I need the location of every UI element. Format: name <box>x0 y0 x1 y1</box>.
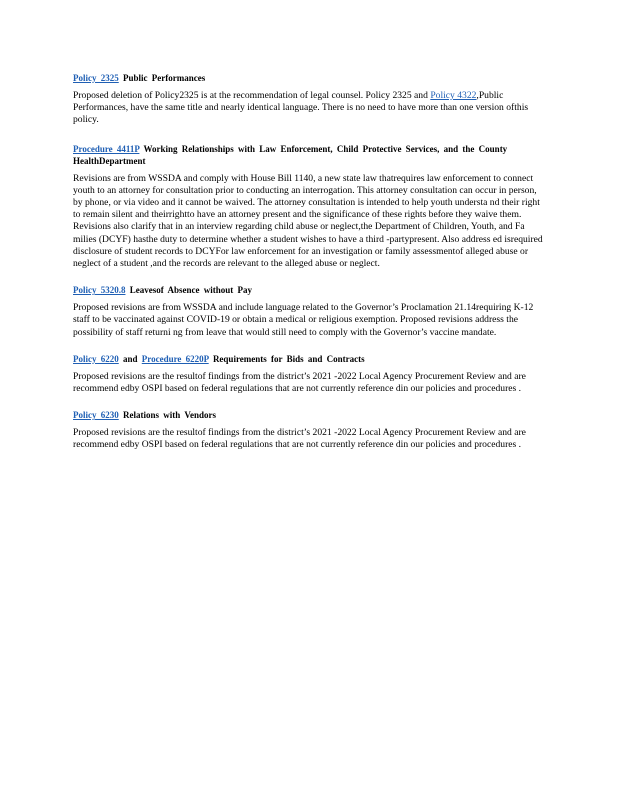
body-text-part: Proposed deletion of Policy2325 is at the recommendation of legal counsel. Policy 2325 and <box>73 90 431 101</box>
section-title: Working Relationships with Law Enforcement, Child Protective Services, and the County HealthDepartment <box>73 143 508 166</box>
section-body: Proposed revisions are from WSSDA and include language related to the Governor’s Proclamation 21.14requiring K-12 staff to be vaccinated against COVID-19 or obtain a medical or religious exemption. Proposed revisions address the possibility of staff returni ng from leave that would still need to comply with the Governor’s vaccine mandate. <box>73 302 534 338</box>
section-body <box>73 90 543 127</box>
section-title: Leavesof Absence without Pay <box>129 285 252 296</box>
section-heading <box>73 143 543 167</box>
document-page <box>73 72 543 452</box>
section-body: Proposed revisions are the resultof findings from the district’s 2021 -2022 Local Agency Procurement Review and are recommend edby OSPI based on federal regulations that are not currently reference din our policies and procedures . <box>73 427 526 451</box>
policy-6230-link[interactable]: Policy 6230 <box>73 410 119 421</box>
policy-6220-section <box>73 353 543 395</box>
policy-4322-link[interactable]: Policy 4322 <box>430 90 477 101</box>
heading-joiner: and <box>123 353 138 364</box>
section-title: Public Performances <box>123 73 206 83</box>
section-body: Revisions are from WSSDA and comply with House Bill 1140, a new state law thatrequires law enforcement to connect youth to an attorney for consultation prior to conducting an interrogation. This attorney consultation can occur in person, by phone, or via video and it cannot be waived. The attorney consultation is intended to help youth understa nd their right to remain silent and theirrightto have an attorney present and the significance of these rights before they waive them. Revisions also clarify that in an interview regarding child abuse or neglect,the Department of Children, Youth, and Fa milies (DCYF) hasthe duty to determine whether a student wishes to have a third -partypresent. Also address ed isrequired disclosure of student records to DCYFor law enforcement for an investigation or family assessmentof alleged abuse or neglect of a student ,and the records are relevant to the alleged abuse or neglect. <box>73 172 543 270</box>
policy-2325-link[interactable]: Policy 2325 <box>73 73 119 83</box>
section-heading <box>73 409 543 421</box>
procedure-6220p-link[interactable]: Procedure 6220P <box>141 353 209 364</box>
policy-6230-section <box>73 409 543 451</box>
policy-5320-8-link[interactable]: Policy 5320.8 <box>73 285 126 296</box>
section-heading <box>73 72 543 84</box>
section-body: Proposed revisions are the resultof findings from the district’s 2021 -2022 Local Agency Procurement Review and are recommend edby OSPI based on federal regulations that are not currently reference din our policies and procedures . <box>73 370 526 395</box>
policy-5320-8-section <box>73 284 543 339</box>
section-heading <box>73 353 543 365</box>
procedure-4411p-section <box>73 143 543 271</box>
procedure-4411p-link[interactable]: Procedure 4411P <box>73 143 140 154</box>
policy-6220-link[interactable]: Policy 6220 <box>73 353 119 364</box>
body-text-part: ,Public Performances, have the same title and nearly identical language. There is no need to have more than one version ofthis policy. <box>73 90 529 126</box>
section-title: Requirements for Bids and Contracts <box>212 353 365 364</box>
policy-2325-section <box>73 72 543 127</box>
section-heading <box>73 284 543 296</box>
section-title: Relations with Vendors <box>123 410 217 421</box>
